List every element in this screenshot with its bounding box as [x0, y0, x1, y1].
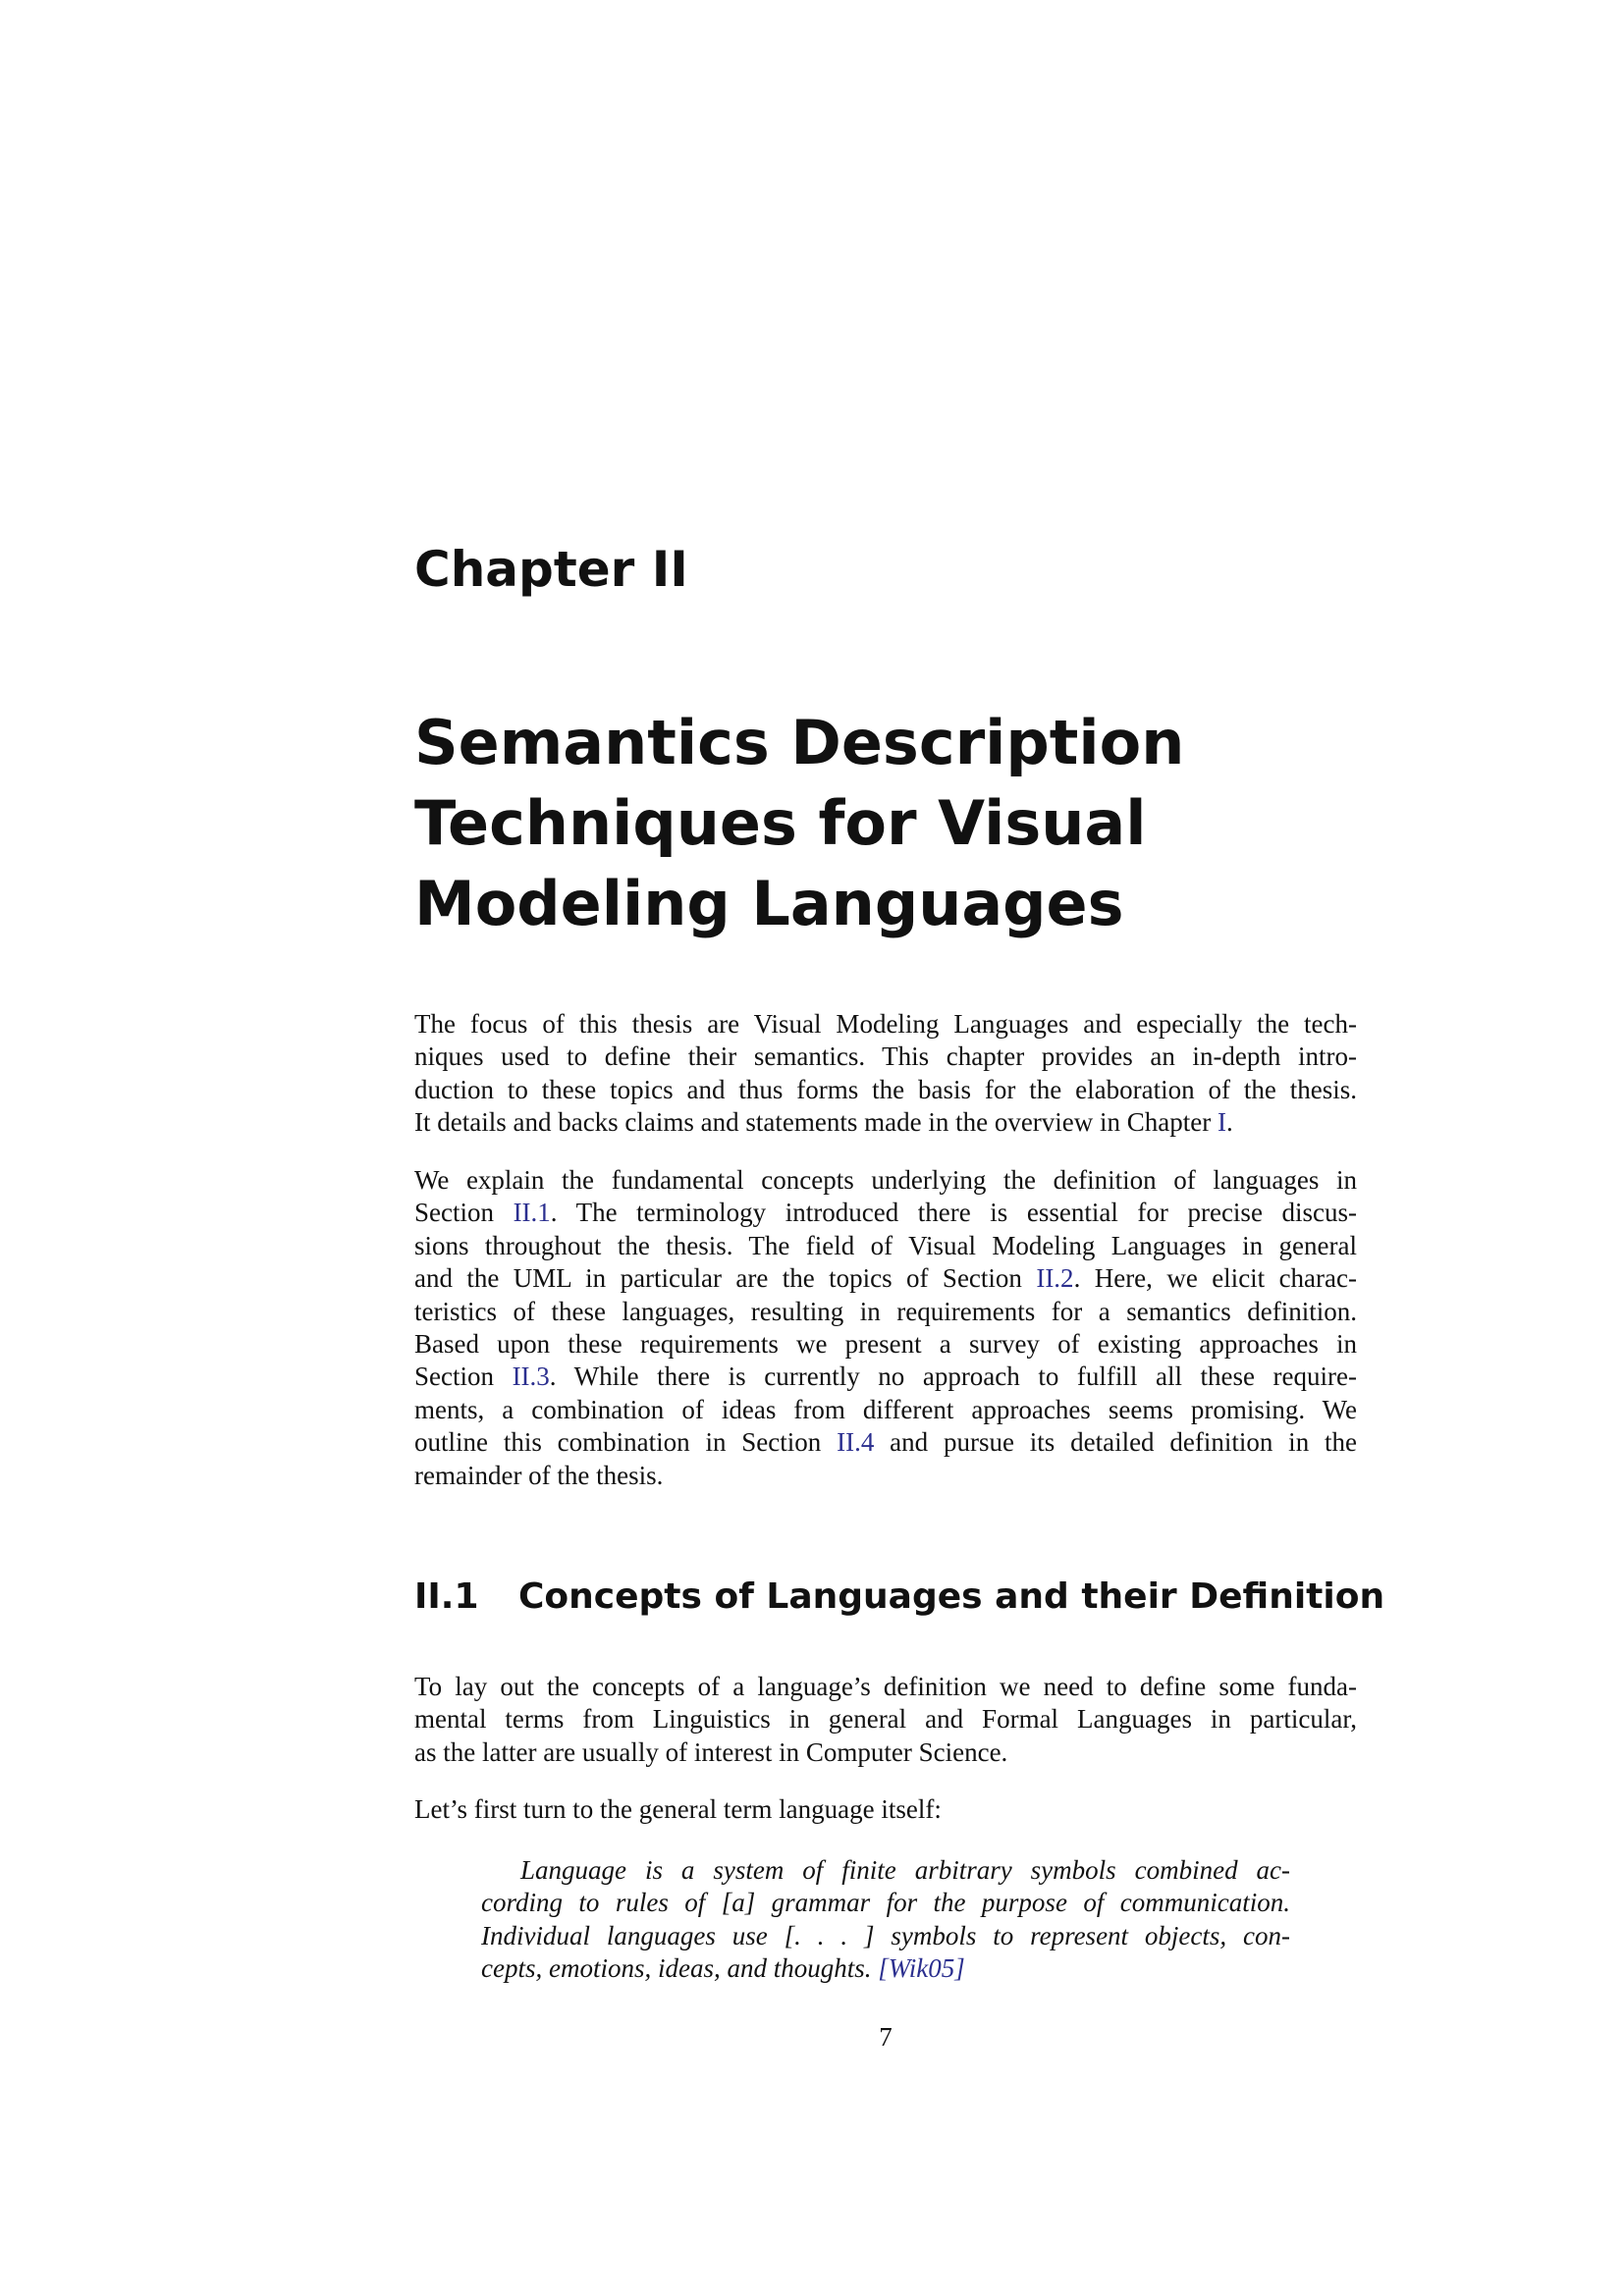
chapter-title [414, 703, 1357, 944]
text-fragment: . The terminology introduced there is essential for precise discus- [550, 1198, 1357, 1228]
text-fragment: Section [414, 1362, 513, 1392]
chapter-title-line: Modeling Languages [414, 868, 1124, 939]
quote-line [481, 1952, 1290, 1985]
chapter-label: Chapter II [414, 541, 688, 598]
chapter-ref-link[interactable]: I [1218, 1107, 1227, 1138]
text-line: ments, a combination of ideas from different approaches seems promising. We [414, 1394, 1357, 1424]
page-number: 7 [879, 2022, 893, 2052]
text-fragment: . [1226, 1107, 1233, 1138]
section-title: Concepts of Languages and their Definition [518, 1576, 1385, 1617]
text-fragment: . Here, we elicit charac- [1073, 1263, 1357, 1294]
text-line [414, 1361, 1357, 1393]
text-fragment: and the UML in particular are the topics of Section [414, 1263, 1037, 1294]
text-line [414, 1262, 1357, 1295]
text-fragment: outline this combination in Section [414, 1427, 838, 1458]
text-line: To lay out the concepts of a language’s definition we need to define some funda- [414, 1672, 1357, 1701]
text-fragment: cepts, emotions, ideas, and thoughts. [481, 1953, 879, 1984]
text-line: as the latter are usually of interest in Computer Science. [414, 1736, 1008, 1767]
text-line: remainder of the thesis. [414, 1460, 664, 1490]
text-line [414, 1106, 1357, 1139]
section-paragraph-2 [414, 1793, 1357, 1826]
text-fragment: . While there is currently no approach to fulfill all these require- [549, 1362, 1357, 1392]
text-fragment: and pursue its detailed definition in the [874, 1427, 1357, 1458]
text-line [414, 1197, 1357, 1229]
quote-line: cording to rules of [a] grammar for the purpose of communication. [481, 1888, 1290, 1918]
section-heading [414, 1576, 1385, 1617]
text-line: niques used to define their semantics. This chapter provides an in-depth intro- [414, 1041, 1357, 1072]
intro-paragraph-2 [414, 1164, 1357, 1492]
section-paragraph-1 [414, 1671, 1357, 1769]
section-ref-link[interactable]: II.3 [512, 1362, 550, 1392]
section-number: II.1 [414, 1576, 479, 1617]
text-line: duction to these topics and thus forms the basis for the elaboration of the thesis. [414, 1074, 1357, 1104]
quote-line: Individual languages use [. . . ] symbols to represent objects, con- [481, 1920, 1290, 1950]
chapter-title-line: Semantics Description [414, 707, 1185, 778]
section-ref-link[interactable]: II.2 [1036, 1263, 1074, 1294]
chapter-title-line: Techniques for Visual [414, 787, 1147, 859]
text-fragment: Section [414, 1198, 514, 1228]
document-page [414, 0, 1385, 2296]
text-line: We explain the fundamental concepts underlying the definition of languages in [414, 1165, 1357, 1195]
text-line: Based upon these requirements we present a survey of existing approaches in [414, 1329, 1357, 1360]
intro-paragraph-1 [414, 1008, 1357, 1140]
text-line: Let’s first turn to the general term language itself: [414, 1794, 942, 1824]
text-line: sions throughout the thesis. The field of Visual Modeling Languages in general [414, 1230, 1357, 1260]
quote-line: Language is a system of finite arbitrary symbols combined ac- [520, 1855, 1290, 1885]
text-line [414, 1426, 1357, 1459]
section-ref-link[interactable]: II.1 [513, 1198, 551, 1228]
citation-link[interactable]: [Wik05] [878, 1953, 965, 1984]
text-line: mental terms from Linguistics in general and Formal Languages in particular, [414, 1704, 1357, 1735]
text-line: teristics of these languages, resulting in requirements for a semantics definition. [414, 1296, 1357, 1326]
definition-quote [481, 1854, 1290, 1986]
section-ref-link[interactable]: II.4 [837, 1427, 875, 1458]
text-fragment: It details and backs claims and statements made in the overview in Chapter [414, 1107, 1218, 1138]
text-line: The focus of this thesis are Visual Modeling Languages and especially the tech- [414, 1009, 1357, 1039]
